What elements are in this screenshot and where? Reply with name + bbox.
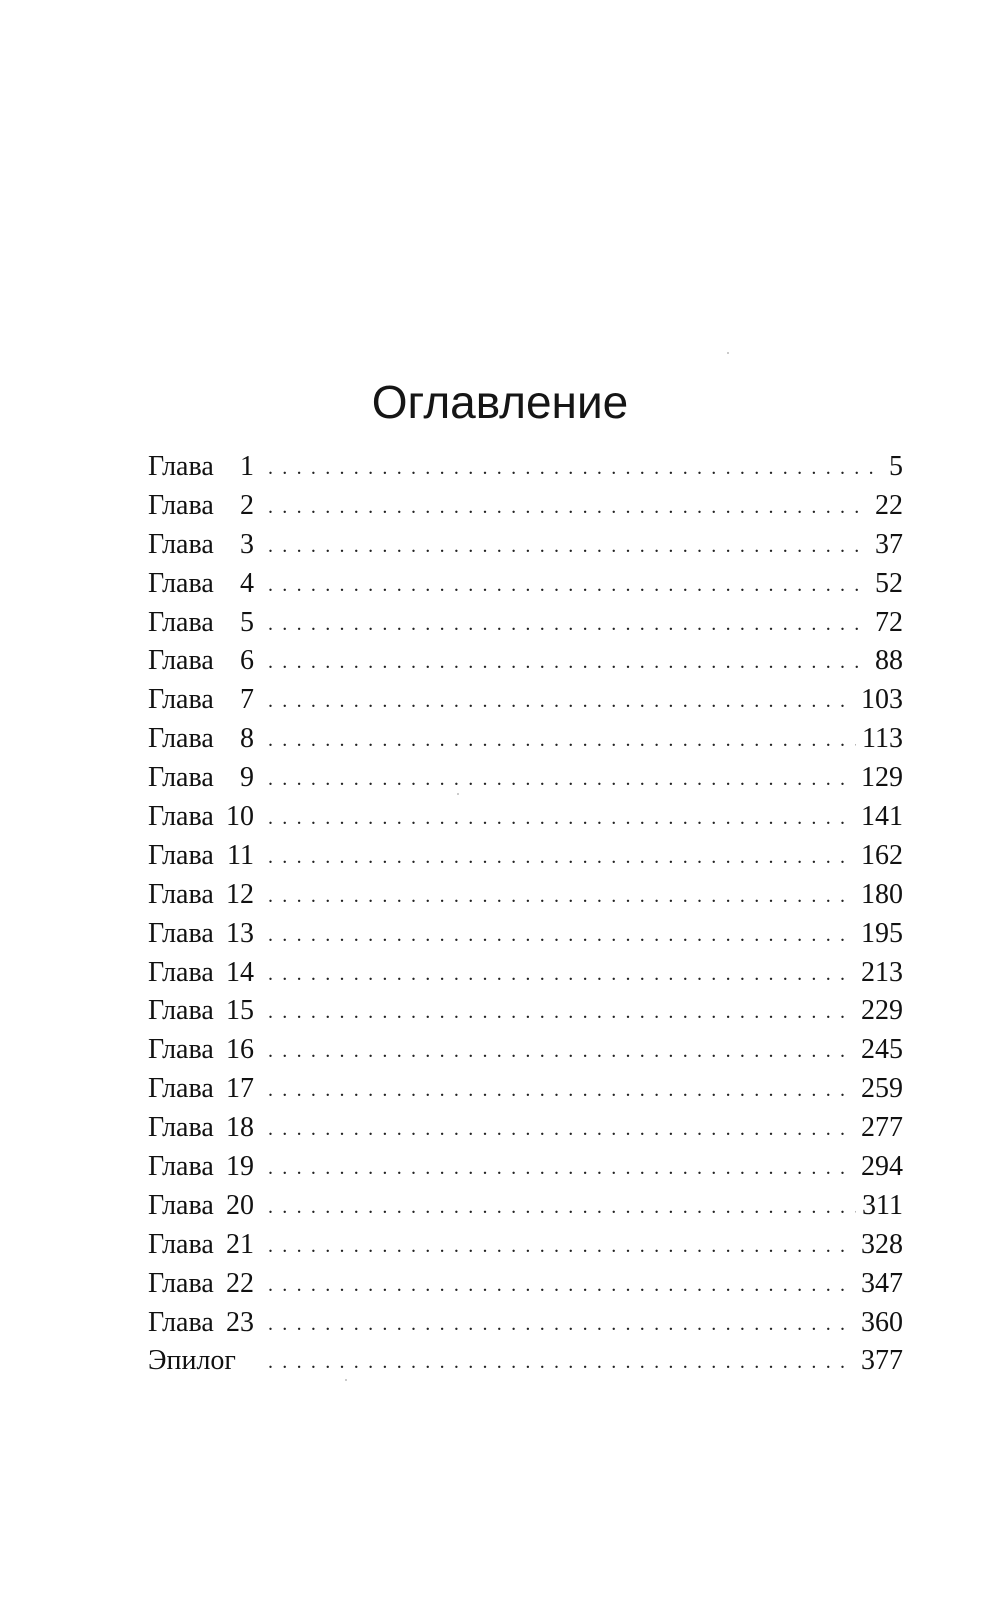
dot-leader xyxy=(268,1305,855,1344)
chapter-number: 16 xyxy=(226,1034,254,1066)
page-number: 72 xyxy=(875,606,903,638)
page-number: 103 xyxy=(861,684,903,716)
chapter-label: Глава xyxy=(148,1306,214,1338)
page-number: 195 xyxy=(861,917,903,949)
page-number: 245 xyxy=(861,1034,903,1066)
page-number: 328 xyxy=(861,1228,903,1260)
page-number: 277 xyxy=(861,1112,903,1144)
chapter-number: 1 xyxy=(240,451,254,482)
chapter-number: 15 xyxy=(226,995,254,1027)
page-number: 360 xyxy=(861,1306,903,1338)
dot-leader xyxy=(268,838,855,877)
page-number: 22 xyxy=(875,489,903,521)
page-number: 180 xyxy=(861,878,903,910)
page-number: 213 xyxy=(861,956,903,988)
toc-entry[interactable] xyxy=(148,1342,903,1381)
toc-entry[interactable] xyxy=(148,681,903,720)
dot-leader xyxy=(268,1266,855,1305)
dot-leader xyxy=(268,1188,856,1227)
toc-entry[interactable] xyxy=(148,992,903,1031)
chapter-label: Глава xyxy=(148,1151,214,1183)
toc-entry[interactable] xyxy=(148,1265,903,1304)
toc-entry[interactable] xyxy=(148,565,903,604)
chapter-label: Глава xyxy=(148,995,214,1027)
chapter-number: 6 xyxy=(240,645,254,677)
chapter-label: Глава xyxy=(148,956,214,988)
chapter-label: Глава xyxy=(148,801,214,833)
dot-leader xyxy=(268,877,855,916)
dot-leader xyxy=(268,605,869,644)
chapter-number: 3 xyxy=(240,528,254,560)
chapter-number: 4 xyxy=(240,567,254,599)
toc-title: Оглавление xyxy=(371,376,629,428)
page-number: 229 xyxy=(861,995,903,1027)
chapter-label: Глава xyxy=(148,451,214,482)
chapter-label: Эпилог xyxy=(148,1345,236,1377)
chapter-number: 13 xyxy=(226,917,254,949)
page-number: 294 xyxy=(861,1151,903,1183)
dot-leader xyxy=(268,1071,855,1110)
dot-leader xyxy=(268,955,855,994)
dot-leader xyxy=(268,1149,855,1188)
page-number: 113 xyxy=(862,723,903,755)
chapter-label: Глава xyxy=(148,684,214,716)
chapter-number: 7 xyxy=(240,684,254,716)
toc-entry[interactable] xyxy=(148,876,903,915)
toc-entry[interactable] xyxy=(148,642,903,681)
page-number: 141 xyxy=(861,801,903,833)
toc-entry[interactable] xyxy=(148,1070,903,1109)
toc-entry[interactable] xyxy=(148,1031,903,1070)
page-number: 88 xyxy=(875,645,903,677)
chapter-label: Глава xyxy=(148,567,214,599)
dot-leader xyxy=(268,916,855,955)
page-number: 5 xyxy=(889,451,903,482)
chapter-number: 14 xyxy=(226,956,254,988)
dot-leader xyxy=(268,1343,855,1382)
toc-entry[interactable] xyxy=(148,1304,903,1343)
toc-entry[interactable] xyxy=(148,1109,903,1148)
page-number: 162 xyxy=(861,839,903,871)
dot-leader xyxy=(268,721,856,760)
chapter-number: 5 xyxy=(240,606,254,638)
chapter-label: Глава xyxy=(148,878,214,910)
toc-entry[interactable] xyxy=(148,837,903,876)
page-number: 37 xyxy=(875,528,903,560)
dot-leader xyxy=(268,1110,855,1149)
chapter-number: 22 xyxy=(226,1267,254,1299)
chapter-label: Глава xyxy=(148,528,214,560)
chapter-number: 9 xyxy=(240,762,254,794)
toc-entry[interactable] xyxy=(148,526,903,565)
toc-entry[interactable] xyxy=(148,720,903,759)
toc-entry[interactable] xyxy=(148,1226,903,1265)
dot-leader xyxy=(268,760,855,799)
toc-entry[interactable] xyxy=(148,1148,903,1187)
chapter-label: Глава xyxy=(148,723,214,755)
toc-list xyxy=(148,448,903,1381)
dot-leader xyxy=(268,993,855,1032)
toc-entry[interactable] xyxy=(148,759,903,798)
chapter-label: Глава xyxy=(148,645,214,677)
paper-speck xyxy=(727,352,729,354)
page-number: 377 xyxy=(861,1345,903,1377)
chapter-label: Глава xyxy=(148,606,214,638)
chapter-number: 21 xyxy=(226,1228,254,1260)
chapter-number: 17 xyxy=(226,1073,254,1105)
dot-leader xyxy=(268,1227,855,1266)
chapter-label: Глава xyxy=(148,1034,214,1066)
chapter-number: 18 xyxy=(226,1112,254,1144)
page-number: 129 xyxy=(861,762,903,794)
toc-entry[interactable] xyxy=(148,954,903,993)
chapter-number: 11 xyxy=(227,839,254,871)
page-number: 347 xyxy=(861,1267,903,1299)
chapter-number: 12 xyxy=(226,878,254,910)
page-number: 52 xyxy=(875,567,903,599)
chapter-number: 23 xyxy=(226,1306,254,1338)
chapter-label: Глава xyxy=(148,1112,214,1144)
page-number: 259 xyxy=(861,1073,903,1105)
chapter-label: Глава xyxy=(148,917,214,949)
chapter-label: Глава xyxy=(148,1228,214,1260)
dot-leader xyxy=(268,449,883,488)
chapter-number: 8 xyxy=(240,723,254,755)
dot-leader xyxy=(268,1032,855,1071)
toc-entry[interactable] xyxy=(148,1187,903,1226)
dot-leader xyxy=(268,682,855,721)
chapter-number: 10 xyxy=(226,801,254,833)
chapter-label: Глава xyxy=(148,489,214,521)
page-number: 311 xyxy=(862,1189,903,1221)
chapter-number: 19 xyxy=(226,1151,254,1183)
paper-speck xyxy=(345,1379,347,1381)
chapter-number: 20 xyxy=(226,1189,254,1221)
dot-leader xyxy=(268,799,855,838)
toc-entry[interactable] xyxy=(148,487,903,526)
chapter-label: Глава xyxy=(148,1189,214,1221)
dot-leader xyxy=(268,643,869,682)
chapter-label: Глава xyxy=(148,1073,214,1105)
dot-leader xyxy=(268,527,869,566)
dot-leader xyxy=(268,566,869,605)
chapter-label: Глава xyxy=(148,762,214,794)
toc-entry[interactable] xyxy=(148,448,903,487)
paper-speck xyxy=(457,793,459,795)
toc-entry[interactable] xyxy=(148,604,903,643)
chapter-label: Глава xyxy=(148,839,214,871)
chapter-label: Глава xyxy=(148,1267,214,1299)
toc-entry[interactable] xyxy=(148,915,903,954)
dot-leader xyxy=(268,488,869,527)
toc-entry[interactable] xyxy=(148,798,903,837)
chapter-number: 2 xyxy=(240,489,254,521)
